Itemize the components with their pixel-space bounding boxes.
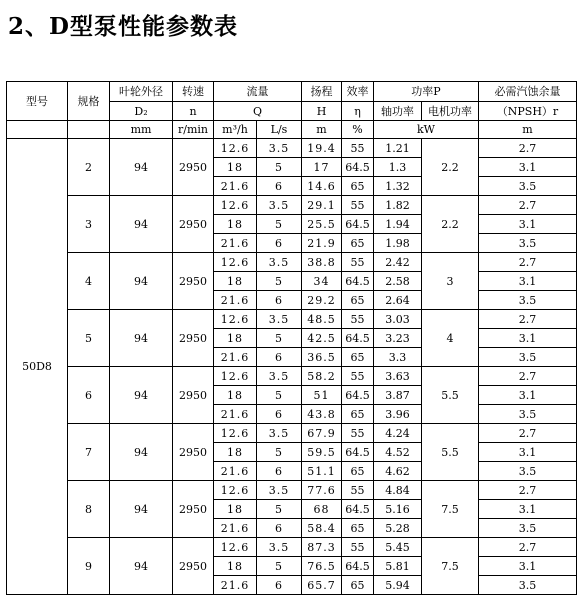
flow-m3h-cell: 12.6 xyxy=(214,424,257,443)
flow-m3h-cell: 12.6 xyxy=(214,538,257,557)
shaft-power-cell: 3.23 xyxy=(374,329,422,348)
flow-m3h-cell: 12.6 xyxy=(214,481,257,500)
shaft-power-cell: 2.58 xyxy=(374,272,422,291)
speed-cell: 2950 xyxy=(173,139,214,196)
shaft-power-cell: 1.21 xyxy=(374,139,422,158)
head-cell: 38.8 xyxy=(302,253,342,272)
flow-m3h-cell: 18 xyxy=(214,272,257,291)
efficiency-cell: 55 xyxy=(342,196,374,215)
motor-power-cell: 4 xyxy=(422,310,479,367)
flow-ls-cell: 5 xyxy=(257,386,302,405)
unit-flow-ls: L/s xyxy=(257,121,302,139)
npsh-cell: 3.1 xyxy=(479,500,577,519)
head-cell: 19.4 xyxy=(302,139,342,158)
spec-cell: 2 xyxy=(68,139,110,196)
flow-m3h-cell: 21.6 xyxy=(214,234,257,253)
speed-cell: 2950 xyxy=(173,367,214,424)
flow-ls-cell: 3.5 xyxy=(257,139,302,158)
table-row xyxy=(7,481,577,500)
impeller-diameter-cell: 94 xyxy=(110,253,173,310)
efficiency-cell: 55 xyxy=(342,538,374,557)
unit-npsh: m xyxy=(479,121,577,139)
flow-ls-cell: 5 xyxy=(257,272,302,291)
efficiency-cell: 64.5 xyxy=(342,557,374,576)
flow-ls-cell: 6 xyxy=(257,177,302,196)
npsh-cell: 3.1 xyxy=(479,557,577,576)
head-cell: 25.5 xyxy=(302,215,342,234)
npsh-cell: 3.5 xyxy=(479,462,577,481)
motor-power-cell: 2.2 xyxy=(422,139,479,196)
flow-m3h-cell: 12.6 xyxy=(214,196,257,215)
flow-m3h-cell: 18 xyxy=(214,386,257,405)
npsh-cell: 2.7 xyxy=(479,196,577,215)
unit-blank xyxy=(68,121,110,139)
shaft-power-cell: 4.24 xyxy=(374,424,422,443)
shaft-power-cell: 3.63 xyxy=(374,367,422,386)
table-row xyxy=(7,253,577,272)
npsh-cell: 2.7 xyxy=(479,139,577,158)
head-cell: 59.5 xyxy=(302,443,342,462)
impeller-diameter-cell: 94 xyxy=(110,310,173,367)
npsh-cell: 3.5 xyxy=(479,177,577,196)
efficiency-cell: 65 xyxy=(342,348,374,367)
flow-m3h-cell: 18 xyxy=(214,443,257,462)
header-eff-symbol: η xyxy=(342,102,374,121)
header-impeller-symbol: D₂ xyxy=(110,102,173,121)
speed-cell: 2950 xyxy=(173,253,214,310)
unit-speed: r/min xyxy=(173,121,214,139)
npsh-cell: 3.5 xyxy=(479,234,577,253)
spec-cell: 3 xyxy=(68,196,110,253)
flow-m3h-cell: 21.6 xyxy=(214,519,257,538)
npsh-cell: 3.1 xyxy=(479,272,577,291)
npsh-cell: 2.7 xyxy=(479,481,577,500)
shaft-power-cell: 5.94 xyxy=(374,576,422,595)
flow-ls-cell: 3.5 xyxy=(257,253,302,272)
efficiency-cell: 55 xyxy=(342,424,374,443)
flow-ls-cell: 5 xyxy=(257,557,302,576)
efficiency-cell: 65 xyxy=(342,405,374,424)
npsh-cell: 2.7 xyxy=(479,367,577,386)
flow-m3h-cell: 18 xyxy=(214,215,257,234)
impeller-diameter-cell: 94 xyxy=(110,424,173,481)
flow-ls-cell: 6 xyxy=(257,234,302,253)
speed-cell: 2950 xyxy=(173,310,214,367)
npsh-cell: 3.5 xyxy=(479,291,577,310)
speed-cell: 2950 xyxy=(173,196,214,253)
npsh-cell: 2.7 xyxy=(479,424,577,443)
shaft-power-cell: 5.45 xyxy=(374,538,422,557)
page-title: 2、D型泵性能参数表 xyxy=(8,13,238,40)
motor-power-cell: 5.5 xyxy=(422,367,479,424)
head-cell: 65.7 xyxy=(302,576,342,595)
flow-m3h-cell: 18 xyxy=(214,557,257,576)
flow-m3h-cell: 21.6 xyxy=(214,291,257,310)
header-flow: 流量 xyxy=(214,82,302,102)
header-shaft-power: 轴功率 xyxy=(374,102,422,121)
head-cell: 34 xyxy=(302,272,342,291)
flow-ls-cell: 3.5 xyxy=(257,481,302,500)
header-model: 型号 xyxy=(7,82,68,121)
unit-power: kW xyxy=(374,121,479,139)
flow-ls-cell: 3.5 xyxy=(257,538,302,557)
shaft-power-cell: 3.96 xyxy=(374,405,422,424)
flow-ls-cell: 5 xyxy=(257,500,302,519)
flow-m3h-cell: 18 xyxy=(214,500,257,519)
header-head-symbol: H xyxy=(302,102,342,121)
efficiency-cell: 64.5 xyxy=(342,443,374,462)
npsh-cell: 3.1 xyxy=(479,158,577,177)
header-flow-symbol: Q xyxy=(214,102,302,121)
efficiency-cell: 64.5 xyxy=(342,272,374,291)
speed-cell: 2950 xyxy=(173,424,214,481)
shaft-power-cell: 1.94 xyxy=(374,215,422,234)
head-cell: 58.4 xyxy=(302,519,342,538)
npsh-cell: 3.5 xyxy=(479,576,577,595)
table-row xyxy=(7,310,577,329)
header-npsh-symbol: （NPSH）r xyxy=(479,102,577,121)
efficiency-cell: 65 xyxy=(342,576,374,595)
table-row xyxy=(7,424,577,443)
impeller-diameter-cell: 94 xyxy=(110,367,173,424)
flow-ls-cell: 6 xyxy=(257,348,302,367)
flow-m3h-cell: 18 xyxy=(214,158,257,177)
table-row xyxy=(7,367,577,386)
unit-head: m xyxy=(302,121,342,139)
impeller-diameter-cell: 94 xyxy=(110,196,173,253)
efficiency-cell: 65 xyxy=(342,177,374,196)
flow-ls-cell: 5 xyxy=(257,158,302,177)
header-motor-power: 电机功率 xyxy=(422,102,479,121)
flow-m3h-cell: 21.6 xyxy=(214,405,257,424)
head-cell: 87.3 xyxy=(302,538,342,557)
flow-ls-cell: 6 xyxy=(257,519,302,538)
flow-ls-cell: 3.5 xyxy=(257,310,302,329)
head-cell: 51.1 xyxy=(302,462,342,481)
efficiency-cell: 64.5 xyxy=(342,158,374,177)
speed-cell: 2950 xyxy=(173,538,214,595)
shaft-power-cell: 3.03 xyxy=(374,310,422,329)
head-cell: 29.1 xyxy=(302,196,342,215)
head-cell: 29.2 xyxy=(302,291,342,310)
efficiency-cell: 55 xyxy=(342,310,374,329)
head-cell: 36.5 xyxy=(302,348,342,367)
efficiency-cell: 65 xyxy=(342,462,374,481)
efficiency-cell: 55 xyxy=(342,139,374,158)
header-speed-symbol: n xyxy=(173,102,214,121)
flow-ls-cell: 6 xyxy=(257,576,302,595)
model-cell: 50D8 xyxy=(7,139,68,595)
shaft-power-cell: 2.64 xyxy=(374,291,422,310)
flow-m3h-cell: 21.6 xyxy=(214,462,257,481)
table-row xyxy=(7,196,577,215)
flow-m3h-cell: 21.6 xyxy=(214,348,257,367)
header-impeller: 叶轮外径 xyxy=(110,82,173,102)
impeller-diameter-cell: 94 xyxy=(110,538,173,595)
spec-cell: 8 xyxy=(68,481,110,538)
flow-ls-cell: 5 xyxy=(257,215,302,234)
header-power: 功率P xyxy=(374,82,479,102)
spec-cell: 6 xyxy=(68,367,110,424)
flow-ls-cell: 5 xyxy=(257,329,302,348)
head-cell: 42.5 xyxy=(302,329,342,348)
flow-m3h-cell: 12.6 xyxy=(214,253,257,272)
impeller-diameter-cell: 94 xyxy=(110,139,173,196)
motor-power-cell: 3 xyxy=(422,253,479,310)
flow-m3h-cell: 21.6 xyxy=(214,177,257,196)
flow-m3h-cell: 12.6 xyxy=(214,310,257,329)
head-cell: 68 xyxy=(302,500,342,519)
npsh-cell: 3.1 xyxy=(479,386,577,405)
header-speed: 转速 xyxy=(173,82,214,102)
flow-ls-cell: 6 xyxy=(257,405,302,424)
spec-cell: 9 xyxy=(68,538,110,595)
flow-m3h-cell: 12.6 xyxy=(214,139,257,158)
flow-ls-cell: 6 xyxy=(257,462,302,481)
unit-impeller: mm xyxy=(110,121,173,139)
header-head: 扬程 xyxy=(302,82,342,102)
flow-ls-cell: 6 xyxy=(257,291,302,310)
efficiency-cell: 55 xyxy=(342,367,374,386)
shaft-power-cell: 5.16 xyxy=(374,500,422,519)
npsh-cell: 2.7 xyxy=(479,310,577,329)
efficiency-cell: 64.5 xyxy=(342,386,374,405)
head-cell: 67.9 xyxy=(302,424,342,443)
shaft-power-cell: 4.52 xyxy=(374,443,422,462)
efficiency-cell: 65 xyxy=(342,234,374,253)
motor-power-cell: 7.5 xyxy=(422,538,479,595)
flow-ls-cell: 3.5 xyxy=(257,196,302,215)
spec-cell: 4 xyxy=(68,253,110,310)
npsh-cell: 3.5 xyxy=(479,348,577,367)
shaft-power-cell: 5.81 xyxy=(374,557,422,576)
npsh-cell: 3.1 xyxy=(479,329,577,348)
table-row xyxy=(7,139,577,158)
spec-cell: 5 xyxy=(68,310,110,367)
head-cell: 77.6 xyxy=(302,481,342,500)
npsh-cell: 2.7 xyxy=(479,253,577,272)
speed-cell: 2950 xyxy=(173,481,214,538)
shaft-power-cell: 2.42 xyxy=(374,253,422,272)
flow-m3h-cell: 18 xyxy=(214,329,257,348)
npsh-cell: 3.5 xyxy=(479,405,577,424)
head-cell: 43.8 xyxy=(302,405,342,424)
efficiency-cell: 55 xyxy=(342,253,374,272)
impeller-diameter-cell: 94 xyxy=(110,481,173,538)
shaft-power-cell: 3.87 xyxy=(374,386,422,405)
motor-power-cell: 2.2 xyxy=(422,196,479,253)
head-cell: 48.5 xyxy=(302,310,342,329)
header-spec: 规格 xyxy=(68,82,110,121)
efficiency-cell: 65 xyxy=(342,291,374,310)
flow-m3h-cell: 21.6 xyxy=(214,576,257,595)
shaft-power-cell: 4.62 xyxy=(374,462,422,481)
performance-table xyxy=(6,81,577,595)
unit-eff: % xyxy=(342,121,374,139)
flow-m3h-cell: 12.6 xyxy=(214,367,257,386)
shaft-power-cell: 1.32 xyxy=(374,177,422,196)
shaft-power-cell: 1.82 xyxy=(374,196,422,215)
head-cell: 58.2 xyxy=(302,367,342,386)
head-cell: 21.9 xyxy=(302,234,342,253)
head-cell: 76.5 xyxy=(302,557,342,576)
head-cell: 17 xyxy=(302,158,342,177)
head-cell: 51 xyxy=(302,386,342,405)
shaft-power-cell: 3.3 xyxy=(374,348,422,367)
table-row xyxy=(7,538,577,557)
efficiency-cell: 65 xyxy=(342,519,374,538)
efficiency-cell: 64.5 xyxy=(342,329,374,348)
motor-power-cell: 5.5 xyxy=(422,424,479,481)
shaft-power-cell: 1.3 xyxy=(374,158,422,177)
shaft-power-cell: 5.28 xyxy=(374,519,422,538)
unit-flow-m3h: m³/h xyxy=(214,121,257,139)
shaft-power-cell: 1.98 xyxy=(374,234,422,253)
npsh-cell: 3.5 xyxy=(479,519,577,538)
flow-ls-cell: 5 xyxy=(257,443,302,462)
header-eff: 效率 xyxy=(342,82,374,102)
shaft-power-cell: 4.84 xyxy=(374,481,422,500)
efficiency-cell: 64.5 xyxy=(342,500,374,519)
spec-cell: 7 xyxy=(68,424,110,481)
head-cell: 14.6 xyxy=(302,177,342,196)
efficiency-cell: 64.5 xyxy=(342,215,374,234)
npsh-cell: 3.1 xyxy=(479,215,577,234)
unit-blank xyxy=(7,121,68,139)
npsh-cell: 3.1 xyxy=(479,443,577,462)
header-npsh: 必需汽蚀余量 xyxy=(479,82,577,102)
motor-power-cell: 7.5 xyxy=(422,481,479,538)
flow-ls-cell: 3.5 xyxy=(257,424,302,443)
flow-ls-cell: 3.5 xyxy=(257,367,302,386)
npsh-cell: 2.7 xyxy=(479,538,577,557)
efficiency-cell: 55 xyxy=(342,481,374,500)
